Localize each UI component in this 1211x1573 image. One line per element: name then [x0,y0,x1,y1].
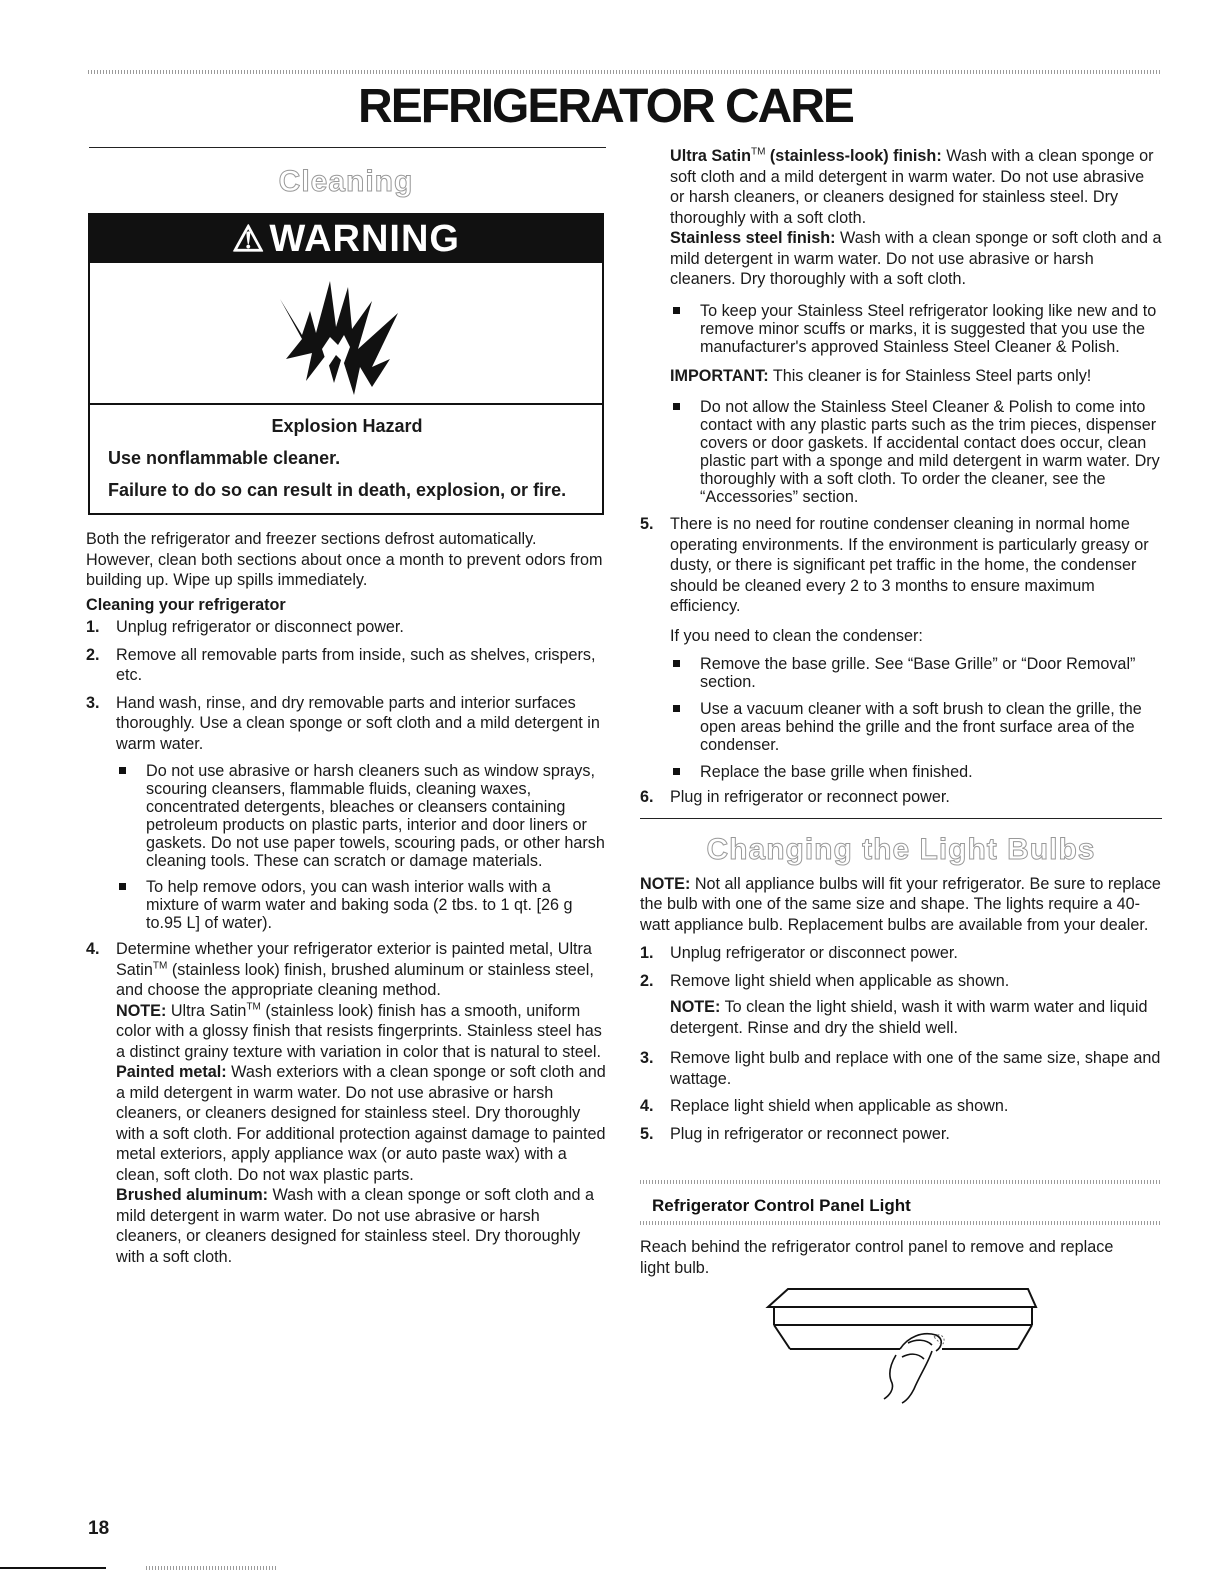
painted-metal-paragraph: Painted metal: Wash exteriors with a clean sponge or soft cloth and a mild detergent in warm water. Do not use abrasive or harsh cleaners, or cleaners designed for stainless steel. Dry thoroughly with a soft cloth. For additional protection against damage to painted metal exteriors, apply appliance wax (or auto paste wax) with a clean, soft cloth. Do not wax plastic parts. [116,1063,606,1184]
step-text: Remove light bulb and replace with one of the same size, shape and wattage. [670,1049,1161,1088]
bullet-text: To keep your Stainless Steel refrigerator looking like new and to remove minor scuffs or marks, it is suggested that you use the manufacturer's approved Stainless Steel Cleaner & Polish. [700,301,1157,356]
warning-hazard: Explosion Hazard [271,416,423,436]
bullet-text: Do not use abrasive or harsh cleaners such as window sprays, scouring cleansers, flammable fluids, cleaning waxes, concentrated detergents, bleaches or cleansers containing petroleum products on plastic parts, interior and door liners or gaskets. Do not use paper towels, scouring pads, or other harsh cleaning tools. These can scratch or damage materials. [146,762,605,870]
step-number: 2. [86,645,100,664]
page-number: 18 [88,1518,110,1539]
section-rule [89,147,606,148]
step-number: 6. [640,788,654,806]
step-number: 2. [640,971,654,990]
cleaning-step-6 [640,787,1162,808]
cleaning-step-2 [86,645,606,686]
bullet-text: Do not allow the Stainless Steel Cleaner & Polish to come into contact with any plastic parts such as the trim pieces, dispenser covers or door gaskets. If accidental contact does occur, clean plastic part with a sponge and mild detergent in warm water. Dry thoroughly with a soft cloth. To order the cleaner, see the “Accessories” section. [700,398,1160,506]
step-number: 4. [86,940,100,958]
step-text: Unplug refrigerator or disconnect power. [670,944,958,962]
warning-box [88,213,604,515]
bulbs-step-4 [640,1096,1162,1117]
step-number: 1. [86,618,100,636]
bulbs-step-2 [640,971,1162,1039]
bulbs-step-5 [640,1124,1162,1145]
bulbs-step-3 [640,1048,1162,1089]
square-bullet-icon [673,705,680,712]
brushed-aluminum-paragraph: Brushed aluminum: Wash with a clean sponge or soft cloth and a mild detergent in warm water. Do not use abrasive or harsh cleaners, or cleaners designed for stainless steel. Dry thoroughly with a soft cloth. [116,1186,595,1266]
step-text: Determine whether your refrigerator exterior is painted metal, Ultra Satin™ (stainless look) finish, brushed aluminum or stainless steel, and choose the appropriate cleaning method. [116,940,594,999]
step-number: 3. [640,1049,654,1067]
square-bullet-icon [673,307,680,314]
square-bullet-icon [119,883,126,890]
stainless-steel-paragraph: Stainless steel finish: Wash with a clean sponge or soft cloth and a mild detergent in warm water. Do not use abrasive or harsh cleaners. Dry thoroughly with a soft cloth. [670,229,1162,288]
list-item [670,655,1162,691]
warning-bar [90,215,602,263]
list-item [670,763,1162,781]
step-text: Remove all removable parts from inside, such as shelves, crispers, etc. [116,645,596,684]
list-item [116,762,606,870]
page-title: REFRIGERATOR CARE [358,80,853,133]
step-text: Remove light shield when applicable as shown. [670,971,1010,990]
important-paragraph: IMPORTANT: This cleaner is for Stainless Steel parts only! [670,366,1092,385]
explosion-icon [90,263,602,403]
square-bullet-icon [673,660,680,667]
step-text: Replace light shield when applicable as shown. [670,1097,1009,1115]
subsection-dither-top [640,1180,1162,1184]
bullet-text: Remove the base grille. See “Base Grille” or “Door Removal” section. [700,655,1136,691]
cleaning-step-4 [86,939,606,1267]
square-bullet-icon [673,768,680,775]
panel-heading: Refrigerator Control Panel Light [652,1196,911,1215]
step-text: There is no need for routine condenser cleaning in normal home operating environments. If the environment is particularly greasy or dusty, or there is significant pet traffic in the home, the condenser should be cleaned every 2 to 3 months to ensure maximum efficiency. [670,515,1149,615]
warning-label: WARNING [269,217,460,260]
warning-line-2: Failure to do so can result in death, explosion, or fire. [108,480,567,500]
footer-dither [146,1566,276,1570]
footer-rule [0,1567,106,1569]
subsection-dither-bottom [640,1221,1162,1225]
ultra-satin-paragraph: Ultra Satin™ (stainless-look) finish: Wash with a clean sponge or soft cloth and a mild detergent in warm water. Do not use abrasive or harsh cleaners, or cleaners designed for stainless steel. Dry thoroughly with a soft cloth. [670,146,1154,227]
finish-note: NOTE: Ultra Satin™ (stainless look) finish has a smooth, uniform color with a glossy finish that resists fingerprints. Stainless steel has a distinct grainy texture with variation in color that is natural to steel. [116,1001,602,1061]
list-item [670,302,1162,356]
step-number: 5. [640,1124,654,1143]
bullet-text: To help remove odors, you can wash interior walls with a mixture of warm water and baking soda (2 tbs. to 1 qt. [26 g to.95 L] of water). [146,878,573,932]
cleaning-step-1 [86,617,606,638]
step-text: Plug in refrigerator or reconnect power. [670,1124,950,1143]
condenser-intro: If you need to clean the condenser: [670,626,923,645]
list-item [670,398,1162,506]
warning-art [90,263,602,405]
top-dither-line [88,70,1160,74]
bullet-text: Use a vacuum cleaner with a soft brush to clean the grille, the open areas behind the grille and the front surface area of the condenser. [700,700,1142,754]
square-bullet-icon [673,403,680,410]
section-rule [640,818,1162,819]
left-column [86,147,606,1267]
bulbs-note: NOTE: Not all appliance bulbs will fit your refrigerator. Be sure to replace the bulb with one of the same size and shape. The lights require a 40-watt appliance bulb. Replacement bulbs are available from your dealer. [640,874,1161,934]
step-number: 5. [640,515,654,533]
step-text: Plug in refrigerator or reconnect power. [670,788,950,806]
cleaning-intro: Both the refrigerator and freezer sections defrost automatically. However, clean both sections about once a month to prevent odors from building up. Wipe up spills immediately. [86,530,603,589]
bulbs-heading: Changing the Light Bulbs [706,832,1096,866]
shield-note: NOTE: To clean the light shield, wash it with warm water and liquid detergent. Rinse and dry the shield well. [670,998,1148,1037]
cleaning-step-5 [640,514,1162,781]
bullet-text: Replace the base grille when finished. [700,763,973,781]
step-text: Unplug refrigerator or disconnect power. [116,618,404,636]
warning-line-1: Use nonflammable cleaner. [108,448,341,468]
cleaning-step-3 [86,693,606,933]
list-item [670,700,1162,754]
warning-text [90,405,602,513]
cleaning-heading: Cleaning [278,165,414,198]
step-number: 3. [86,693,100,712]
panel-text: Reach behind the refrigerator control panel to remove and replace light bulb. [640,1238,1114,1277]
bulbs-step-1 [640,943,1162,964]
step-text: Hand wash, rinse, and dry removable parts and interior surfaces thoroughly. Use a clean sponge or soft cloth and a mild detergent in warm water. [116,693,600,753]
step-number: 4. [640,1097,654,1115]
step-number: 1. [640,944,654,962]
right-column [640,146,1162,1144]
cleaning-subheading: Cleaning your refrigerator [86,595,286,614]
warning-triangle-icon: ⚠ [232,217,266,259]
list-item [116,878,606,932]
control-panel-hand-illustration [750,1285,1050,1405]
square-bullet-icon [119,767,126,774]
